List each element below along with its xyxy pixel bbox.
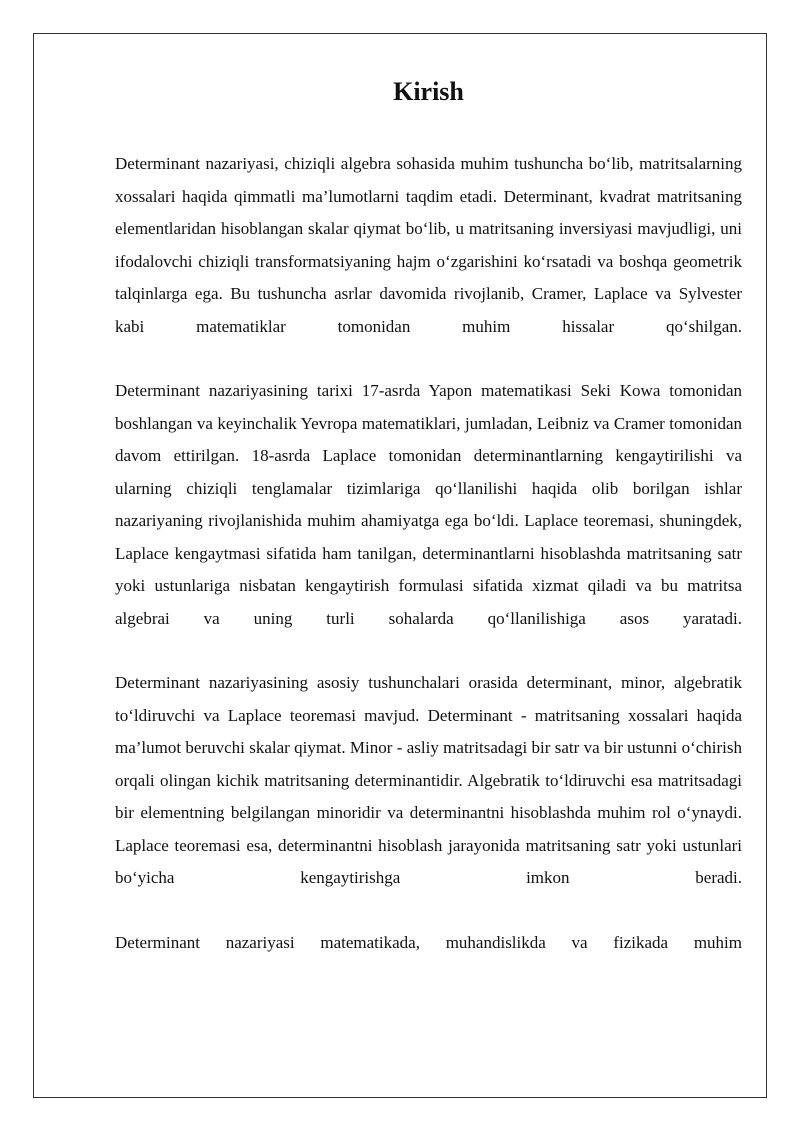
document-body <box>115 76 742 959</box>
page-title: Kirish <box>393 77 464 106</box>
paragraph-3: Determinant nazariyasining asosiy tushunchalari orasida determinant, minor, algebratik to‘ldiruvchi va Laplace teoremasi mavjud. Determinant - matritsaning xossalari haqida ma’lumot beruvchi skalar qiymat. Minor - asliy matritsadagi bir satr va bir ustunni o‘chirish orqali olingan kichik matritsaning determinantidir. Algebratik to‘ldiruvchi esa matritsadagi bir elementning belgilangan minoridir va determinantni hisoblashda muhim rol o‘ynaydi. Laplace teoremasi esa, determinantni hisoblash jarayonida matritsaning satr yoki ustunlari bo‘yicha kengaytirishga imkon beradi. <box>115 673 742 887</box>
paragraph-2: Determinant nazariyasining tarixi 17-asrda Yapon matematikasi Seki Kowa tomonidan boshlangan va keyinchalik Yevropa matematiklari, jumladan, Leibniz va Cramer tomonidan davom ettirilgan. 18-asrda Laplace tomonidan determinantlarning kengaytirilishi va ularning chiziqli tenglamalar tizimlariga qo‘llanilishi haqida olib borilgan ishlar nazariyaning rivojlanishida muhim ahamiyatga ega bo‘ldi. Laplace teoremasi, shuningdek, Laplace kengaytmasi sifatida ham tanilgan, determinantlarni hisoblashda matritsaning satr yoki ustunlariga nisbatan kengaytirish formulasi sifatida xizmat qiladi va bu matritsa algebrai va uning turli sohalarda qo‘llanilishiga asos yaratadi. <box>115 381 742 628</box>
paragraph-1: Determinant nazariyasi, chiziqli algebra sohasida muhim tushuncha bo‘lib, matritsalarning xossalari haqida qimmatli ma’lumotlarni taqdim etadi. Determinant, kvadrat matritsaning elementlaridan hisoblangan skalar qiymat bo‘lib, u matritsaning inversiyasi mavjudligi, uni ifodalovchi chiziqli transformatsiyaning hajm o‘zgarishini ko‘rsatadi va boshqa geometrik talqinlarga ega. Bu tushuncha asrlar davomida rivojlanib, Cramer, Laplace va Sylvester kabi matematiklar tomonidan muhim hissalar qo‘shilgan. <box>115 154 742 336</box>
paragraph-4: Determinant nazariyasi matematikada, muhandislikda va fizikada muhim <box>115 932 742 952</box>
